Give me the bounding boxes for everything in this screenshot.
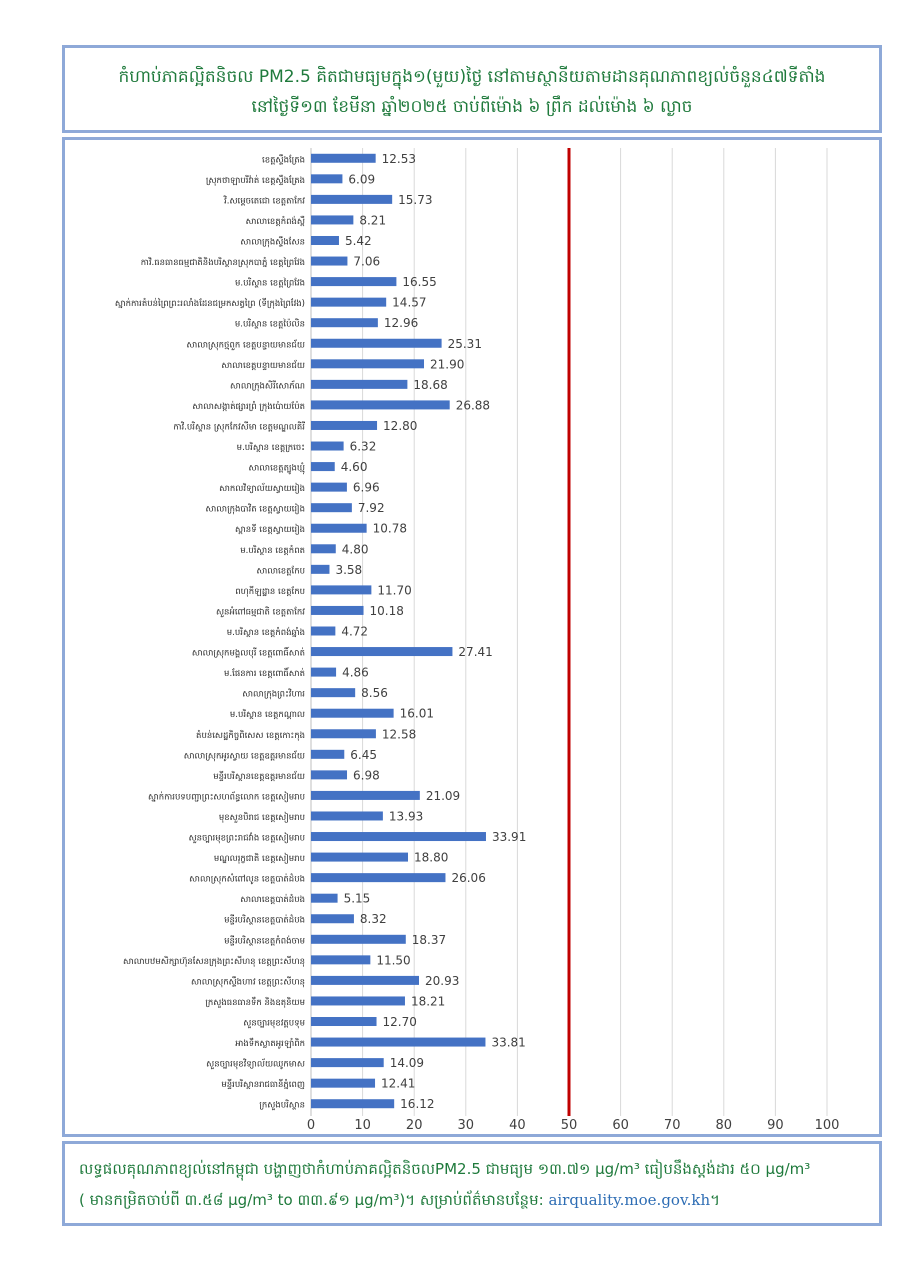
bar (311, 236, 339, 245)
bar-value-label: 12.96 (383, 316, 419, 331)
category-label: ស្រុកថាឡាបរិវ៉ាត់ ខេត្តស្ទឹងត្រែង (205, 175, 305, 186)
bar-value-label: 26.88 (455, 398, 491, 413)
bar-value-label: 16.55 (402, 275, 437, 290)
bar-value-label: 6.45 (350, 747, 378, 762)
category-label: សាលាស្រុកស្ទឹងហាវ ខេត្តព្រះសីហនុ (190, 977, 305, 988)
category-label: មន្ទីរបរិស្ថានខេត្តឧត្តរមានជ័យ (213, 771, 305, 782)
bar (311, 524, 367, 533)
category-label: សាលាសង្កាត់ផ្សារព្រំ ក្រុងប៉ោយប៉ែត (192, 401, 305, 412)
category-label: សាលាក្រុងស្ទឹងសែន (240, 237, 305, 248)
bar (311, 955, 370, 964)
bar-value-label: 26.06 (451, 871, 486, 886)
category-label: ម.បរិស្ថាន ខេត្តព្រៃវែង (235, 278, 305, 289)
category-label: សាលាបឋមសិក្សាហ៊ុនសែនក្រុងព្រះសីហនុ ខេត្តព្រះសីហនុ (122, 956, 305, 967)
category-label: ម.បរិស្ថាន ខេត្តក្រចេះ (236, 443, 305, 454)
category-label: កាវិ.បរិស្ថាន ស្រុកកែវសីមា ខេត្តមណ្ឌលគិរី (173, 422, 305, 433)
bar (311, 647, 452, 656)
category-label: មន្ទីរបរិស្ថានខេត្តបាត់ដំបង (224, 915, 305, 926)
bar-value-label: 8.56 (361, 686, 388, 701)
bar-value-label: 12.70 (382, 1015, 417, 1030)
category-label: មុខសួនបិរាជ ខេត្តសៀមរាប (218, 812, 305, 823)
category-label: ស្ពានទី ខេត្តស្វាយរៀង (235, 525, 305, 536)
summary-line2 (79, 1185, 865, 1216)
bar (311, 503, 352, 512)
bar-value-label: 12.53 (381, 151, 417, 166)
bar (311, 832, 486, 841)
category-label: ស្នាក់ការតំបន់ព្រៃព្រះរលាំងដែនជម្រកសត្វព្រៃ (ទីក្រុងព្រៃវែង) (114, 299, 305, 310)
bar (311, 935, 406, 944)
bar-value-label: 20.93 (424, 973, 460, 988)
summary-line2-text: ( មានកម្រិតចាប់ពី ៣.៥៨ µg/m³ to ៣៣.៩១ µg/m³)។ សម្រាប់ព័ត៌មានបន្ថែម: (79, 1191, 549, 1209)
x-tick-label: 0 (306, 1118, 316, 1133)
bar (311, 770, 347, 779)
bar (311, 791, 420, 800)
bar-value-label: 8.21 (359, 213, 387, 228)
bar-value-label: 18.80 (414, 850, 449, 865)
category-label: ពហុកីឡដ្ឋាន ខេត្តកែប (235, 586, 305, 597)
website-link[interactable]: airquality.moe.gov.kh (548, 1191, 711, 1209)
bar-value-label: 12.58 (381, 727, 417, 742)
chart-title-box (62, 45, 882, 133)
x-tick-label: 20 (405, 1118, 423, 1133)
bar (311, 627, 335, 636)
bar (311, 565, 329, 574)
bar-value-label: 4.80 (341, 542, 369, 557)
bar-value-label: 4.72 (341, 624, 369, 639)
bar-value-label: 6.09 (348, 172, 376, 187)
bar (311, 853, 408, 862)
x-tick-label: 80 (715, 1118, 733, 1133)
bar-value-label: 7.92 (357, 501, 385, 516)
bar-value-label: 18.37 (411, 932, 447, 947)
bar-value-label: 21.90 (430, 357, 465, 372)
category-label: តំបន់សេដ្ឋកិច្ចពិសេស ខេត្តកោះកុង (196, 730, 305, 741)
category-label: ម.បរិស្ថាន ខេត្តកំពត (240, 545, 305, 556)
bar (311, 914, 354, 923)
summary-box (62, 1141, 882, 1226)
bar (311, 1017, 377, 1026)
bar-value-label: 16.12 (400, 1097, 435, 1112)
category-label: ស្នាក់ការបទបញ្ជាព្រះសហព័ន្ធលោក ខេត្តសៀមរាប (147, 792, 305, 803)
x-tick-label: 100 (814, 1118, 840, 1133)
bar-value-label: 25.31 (447, 336, 482, 351)
category-label: សាលាខេត្តត្បូងឃ្មុំ (248, 463, 305, 474)
bar-value-label: 11.70 (377, 583, 412, 598)
bar (311, 277, 396, 286)
bar (311, 257, 347, 266)
bar-value-label: 16.01 (399, 706, 434, 721)
category-label: សាលាខេត្តកំពង់ស្ពឺ (245, 216, 305, 227)
category-label: សាលាក្រុងសិរីសោភ័ណ (230, 381, 305, 392)
bar (311, 811, 383, 820)
x-tick-label: 70 (663, 1118, 681, 1133)
category-label: អាងទឹកស្លាតអូរឡាំពិក (235, 1039, 305, 1050)
bar-value-label: 12.80 (383, 418, 418, 433)
bar-value-label: 33.91 (491, 830, 527, 845)
category-label: វិ.សម្ដេចតេជោ ខេត្តតាកែវ (224, 196, 305, 207)
bar-value-label: 13.93 (388, 809, 424, 824)
category-label: សាលាក្រុងព្រះវិហារ (242, 689, 305, 700)
bar-value-label: 11.50 (376, 953, 411, 968)
bar (311, 668, 336, 677)
x-tick-label: 10 (354, 1118, 371, 1133)
summary-line1: លទ្ធផលគុណភាពខ្យល់នៅកម្ពុជា បង្ហាញថាកំហាប់ភាគល្អិតនិចលPM2.5 ជាមធ្យម ១៣.៧១ µg/m³ ធៀបនឹងស្តង់ដារ ៥០ µg/m³ (79, 1160, 811, 1178)
bar (311, 154, 376, 163)
bar (311, 174, 342, 183)
bar-value-label: 5.15 (343, 891, 371, 906)
bar (311, 544, 336, 553)
bar-value-label: 4.86 (342, 665, 369, 680)
category-label: ខេត្តស្ទឹងត្រែង (262, 155, 305, 166)
bar (311, 359, 424, 368)
category-label: សាលាខេត្តបន្ទាយមានជ័យ (221, 360, 305, 371)
chart-area (62, 137, 882, 1137)
category-label: មន្ទីរបរិស្ថានខេត្តកំពង់ចាម (224, 936, 305, 947)
bar (311, 729, 376, 738)
bar (311, 606, 364, 615)
bar (311, 421, 377, 430)
category-label: សាលាស្រុកថ្មពួក ខេត្តបន្ទាយមានជ័យ (186, 340, 305, 351)
category-label: មណ្ឌលរុក្ខជាតិ ខេត្តសៀមរាប (213, 854, 305, 865)
bar (311, 585, 371, 594)
bar (311, 709, 394, 718)
bar (311, 483, 347, 492)
category-label: ក្រសួងបរិស្ថាន (259, 1100, 305, 1111)
category-label: សួនច្បារមុខវត្តបទុម (243, 1018, 305, 1029)
category-label: ក្រសួងធនធានទឹក និងឧតុនិយម (205, 997, 305, 1008)
bar-value-label: 21.09 (425, 788, 461, 803)
bar-value-label: 4.60 (340, 460, 368, 475)
bar-value-label: 27.41 (458, 645, 493, 660)
category-label: សាលាខេត្តកែប (256, 566, 305, 577)
x-tick-label: 90 (767, 1118, 784, 1133)
bar (311, 1079, 375, 1088)
x-tick-label: 50 (560, 1118, 578, 1133)
bar-value-label: 10.18 (369, 603, 404, 618)
x-tick-label: 60 (612, 1118, 629, 1133)
bar (311, 318, 378, 327)
category-label: មន្ទីរបរិស្ថានរាជធានីភ្នំពេញ (221, 1080, 305, 1091)
pm25-bar-chart (65, 140, 879, 1134)
bar-value-label: 14.09 (389, 1056, 425, 1071)
category-label: សាកលវិទ្យាល័យស្វាយរៀង (219, 484, 305, 495)
bar (311, 462, 335, 471)
bar-value-label: 5.42 (344, 233, 372, 248)
bar (311, 688, 355, 697)
x-tick-label: 40 (509, 1118, 526, 1133)
bar (311, 1099, 394, 1108)
bar (311, 976, 419, 985)
bar-value-label: 33.81 (491, 1035, 526, 1050)
bar-value-label: 3.58 (335, 562, 363, 577)
bar (311, 894, 338, 903)
bar (311, 298, 386, 307)
bar (311, 1038, 485, 1047)
bar (311, 400, 450, 409)
category-label: សាលាស្រុកអូរស្វាយ ខេត្តឧត្តរមានជ័យ (183, 751, 305, 762)
bar-value-label: 7.06 (353, 254, 381, 269)
bar-value-label: 12.41 (381, 1076, 416, 1091)
category-label: សាលាក្រុងបាវិត ខេត្តស្វាយរៀង (205, 504, 305, 515)
category-label: ម.បរិស្ថាន ខេត្តកណ្ដាល (229, 710, 305, 721)
category-label: សាលាស្រុកសំពៅលូន ខេត្តបាត់ដំបង (189, 874, 305, 885)
bar (311, 996, 405, 1005)
bar-value-label: 6.96 (352, 480, 380, 495)
category-label: ម.ផែនការ ខេត្តពោធិ៍សាត់ (224, 669, 305, 680)
bar (311, 195, 392, 204)
bar (311, 1058, 384, 1067)
bar (311, 442, 344, 451)
bar-value-label: 15.73 (398, 192, 433, 207)
bar (311, 380, 407, 389)
bar-value-label: 6.98 (353, 768, 380, 783)
bar (311, 873, 445, 882)
category-label: សួនច្បារមុខព្រះរាជវាំង ខេត្តសៀមរាប (188, 833, 305, 844)
summary-line2-end: ។ (710, 1191, 721, 1209)
category-label: ម.បរិស្ថាន ខេត្តកំពង់ឆ្នាំង (226, 628, 305, 638)
category-label: សួនច្បារមុខវិទ្យាល័យឈូកមាស (206, 1059, 305, 1070)
category-label: សាលាខេត្តបាត់ដំបង (240, 895, 305, 906)
category-label: សាលាស្រុកមង្គលបុរី ខេត្តពោធិ៍សាត់ (191, 648, 305, 659)
category-label: សួនអំពៅធម្មជាតិ ខេត្តតាកែវ (215, 607, 305, 618)
bar (311, 750, 344, 759)
category-label: ម.បរិស្ថាន ខេត្តប៉ៃលិន (234, 319, 305, 330)
bar (311, 215, 353, 224)
chart-title-line1: កំហាប់ភាគល្អិតនិចល PM2.5 គិតជាមធ្យមក្នុង១(មួយ)ថ្ងៃ នៅតាមស្ថានីយតាមដានគុណភាពខ្យល់ចំនួន៤៧ទីតាំង (118, 67, 826, 87)
category-label: កាវិ.ធនធានធម្មជាតិនិងបរិស្ថានស្រុកបាភ្នំ ខេត្តព្រៃវែង (140, 258, 305, 269)
bar-value-label: 18.21 (410, 994, 446, 1009)
bar-value-label: 18.68 (413, 377, 448, 392)
bar (311, 339, 442, 348)
bar-value-label: 6.32 (349, 439, 377, 454)
chart-title-line2: នៅថ្ងៃទី១៣ ខែមីនា ឆ្នាំ២០២៥ ចាប់ពីម៉ោង ៦ ព្រឹក ដល់ម៉ោង ៦ ល្ងាច (251, 97, 693, 117)
bar-value-label: 14.57 (392, 295, 427, 310)
x-tick-label: 30 (457, 1118, 475, 1133)
bar-value-label: 10.78 (372, 521, 407, 536)
bar-value-label: 8.32 (359, 912, 387, 927)
